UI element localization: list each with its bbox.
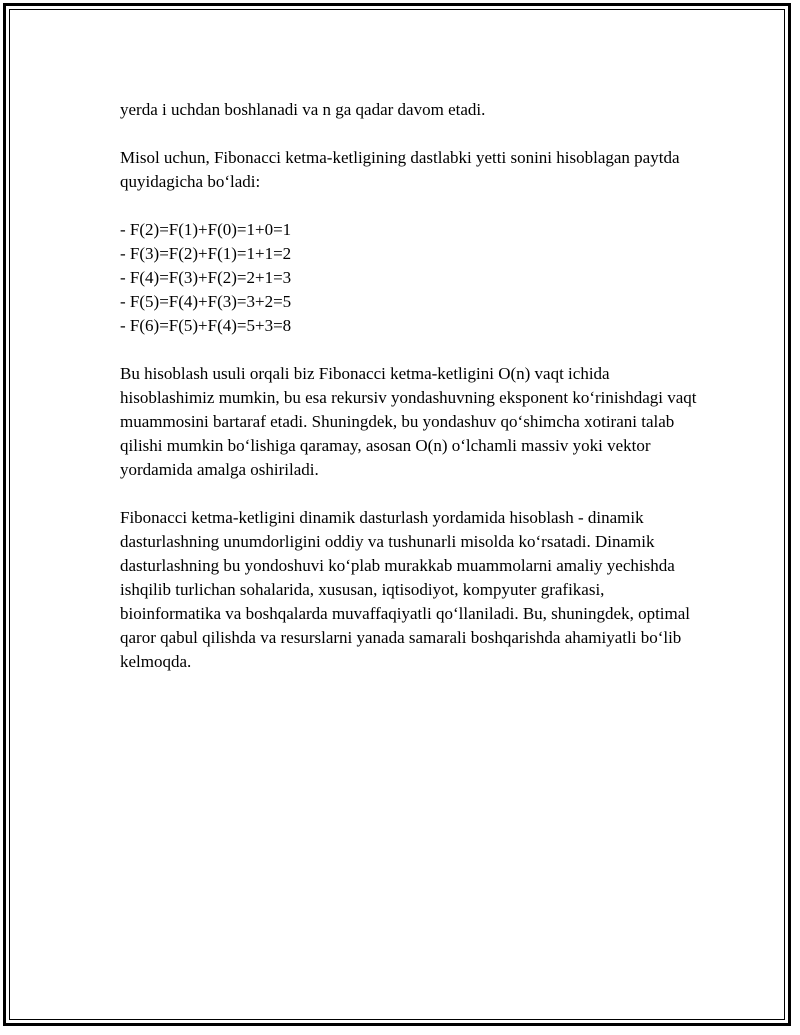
list-item: - F(4)=F(3)+F(2)=2+1=3: [120, 268, 292, 287]
paragraph-intro: yerda i uchdan boshlanadi va n ga qadar davom etadi.: [120, 100, 486, 119]
document-page: [3, 3, 791, 1026]
paragraph-example: Misol uchun, Fibonacci ketma-ketligining dastlabki yetti sonini hisoblagan paytda quyidagicha bo‘ladi:: [120, 148, 680, 191]
document-body: [120, 98, 705, 698]
paragraph-complexity: Bu hisoblash usuli orqali biz Fibonacci ketma-ketligini O(n) vaqt ichida hisoblashimiz mumkin, bu esa rekursiv yondashuvning eksponent ko‘rinishdagi vaqt muammosini bartaraf etadi. Shuningdek, bu yondashuv qo‘shimcha xotirani talab qilishi mumkin bo‘lishiga qaramay, asosan O(n) o‘lchamli massiv yoki vektor yordamida amalga oshiriladi.: [120, 364, 697, 479]
paragraph-conclusion: Fibonacci ketma-ketligini dinamik dasturlash yordamida hisoblash - dinamik dasturlashning unumdorligini oddiy va tushunarli misolda ko‘rsatadi. Dinamik dasturlashning bu yondoshuvi ko‘plab murakkab muammolarni amaliy yechishda ishqilib turlichan sohalarida, xususan, iqtisodiyot, kompyuter grafikasi, bioinformatika va boshqalarda muvaffaqiyatli qo‘llaniladi. Bu, shuningdek, optimal qaror qabul qilishda va resurslarni yanada samarali boshqarishda ahamiyatli bo‘lib kelmoqda.: [120, 508, 691, 671]
list-item: - F(6)=F(5)+F(4)=5+3=8: [120, 316, 292, 335]
list-item: - F(2)=F(1)+F(0)=1+0=1: [120, 220, 292, 239]
list-item: - F(5)=F(4)+F(3)=3+2=5: [120, 292, 292, 311]
list-item: - F(3)=F(2)+F(1)=1+1=2: [120, 244, 292, 263]
fibonacci-steps-list: [120, 218, 705, 338]
